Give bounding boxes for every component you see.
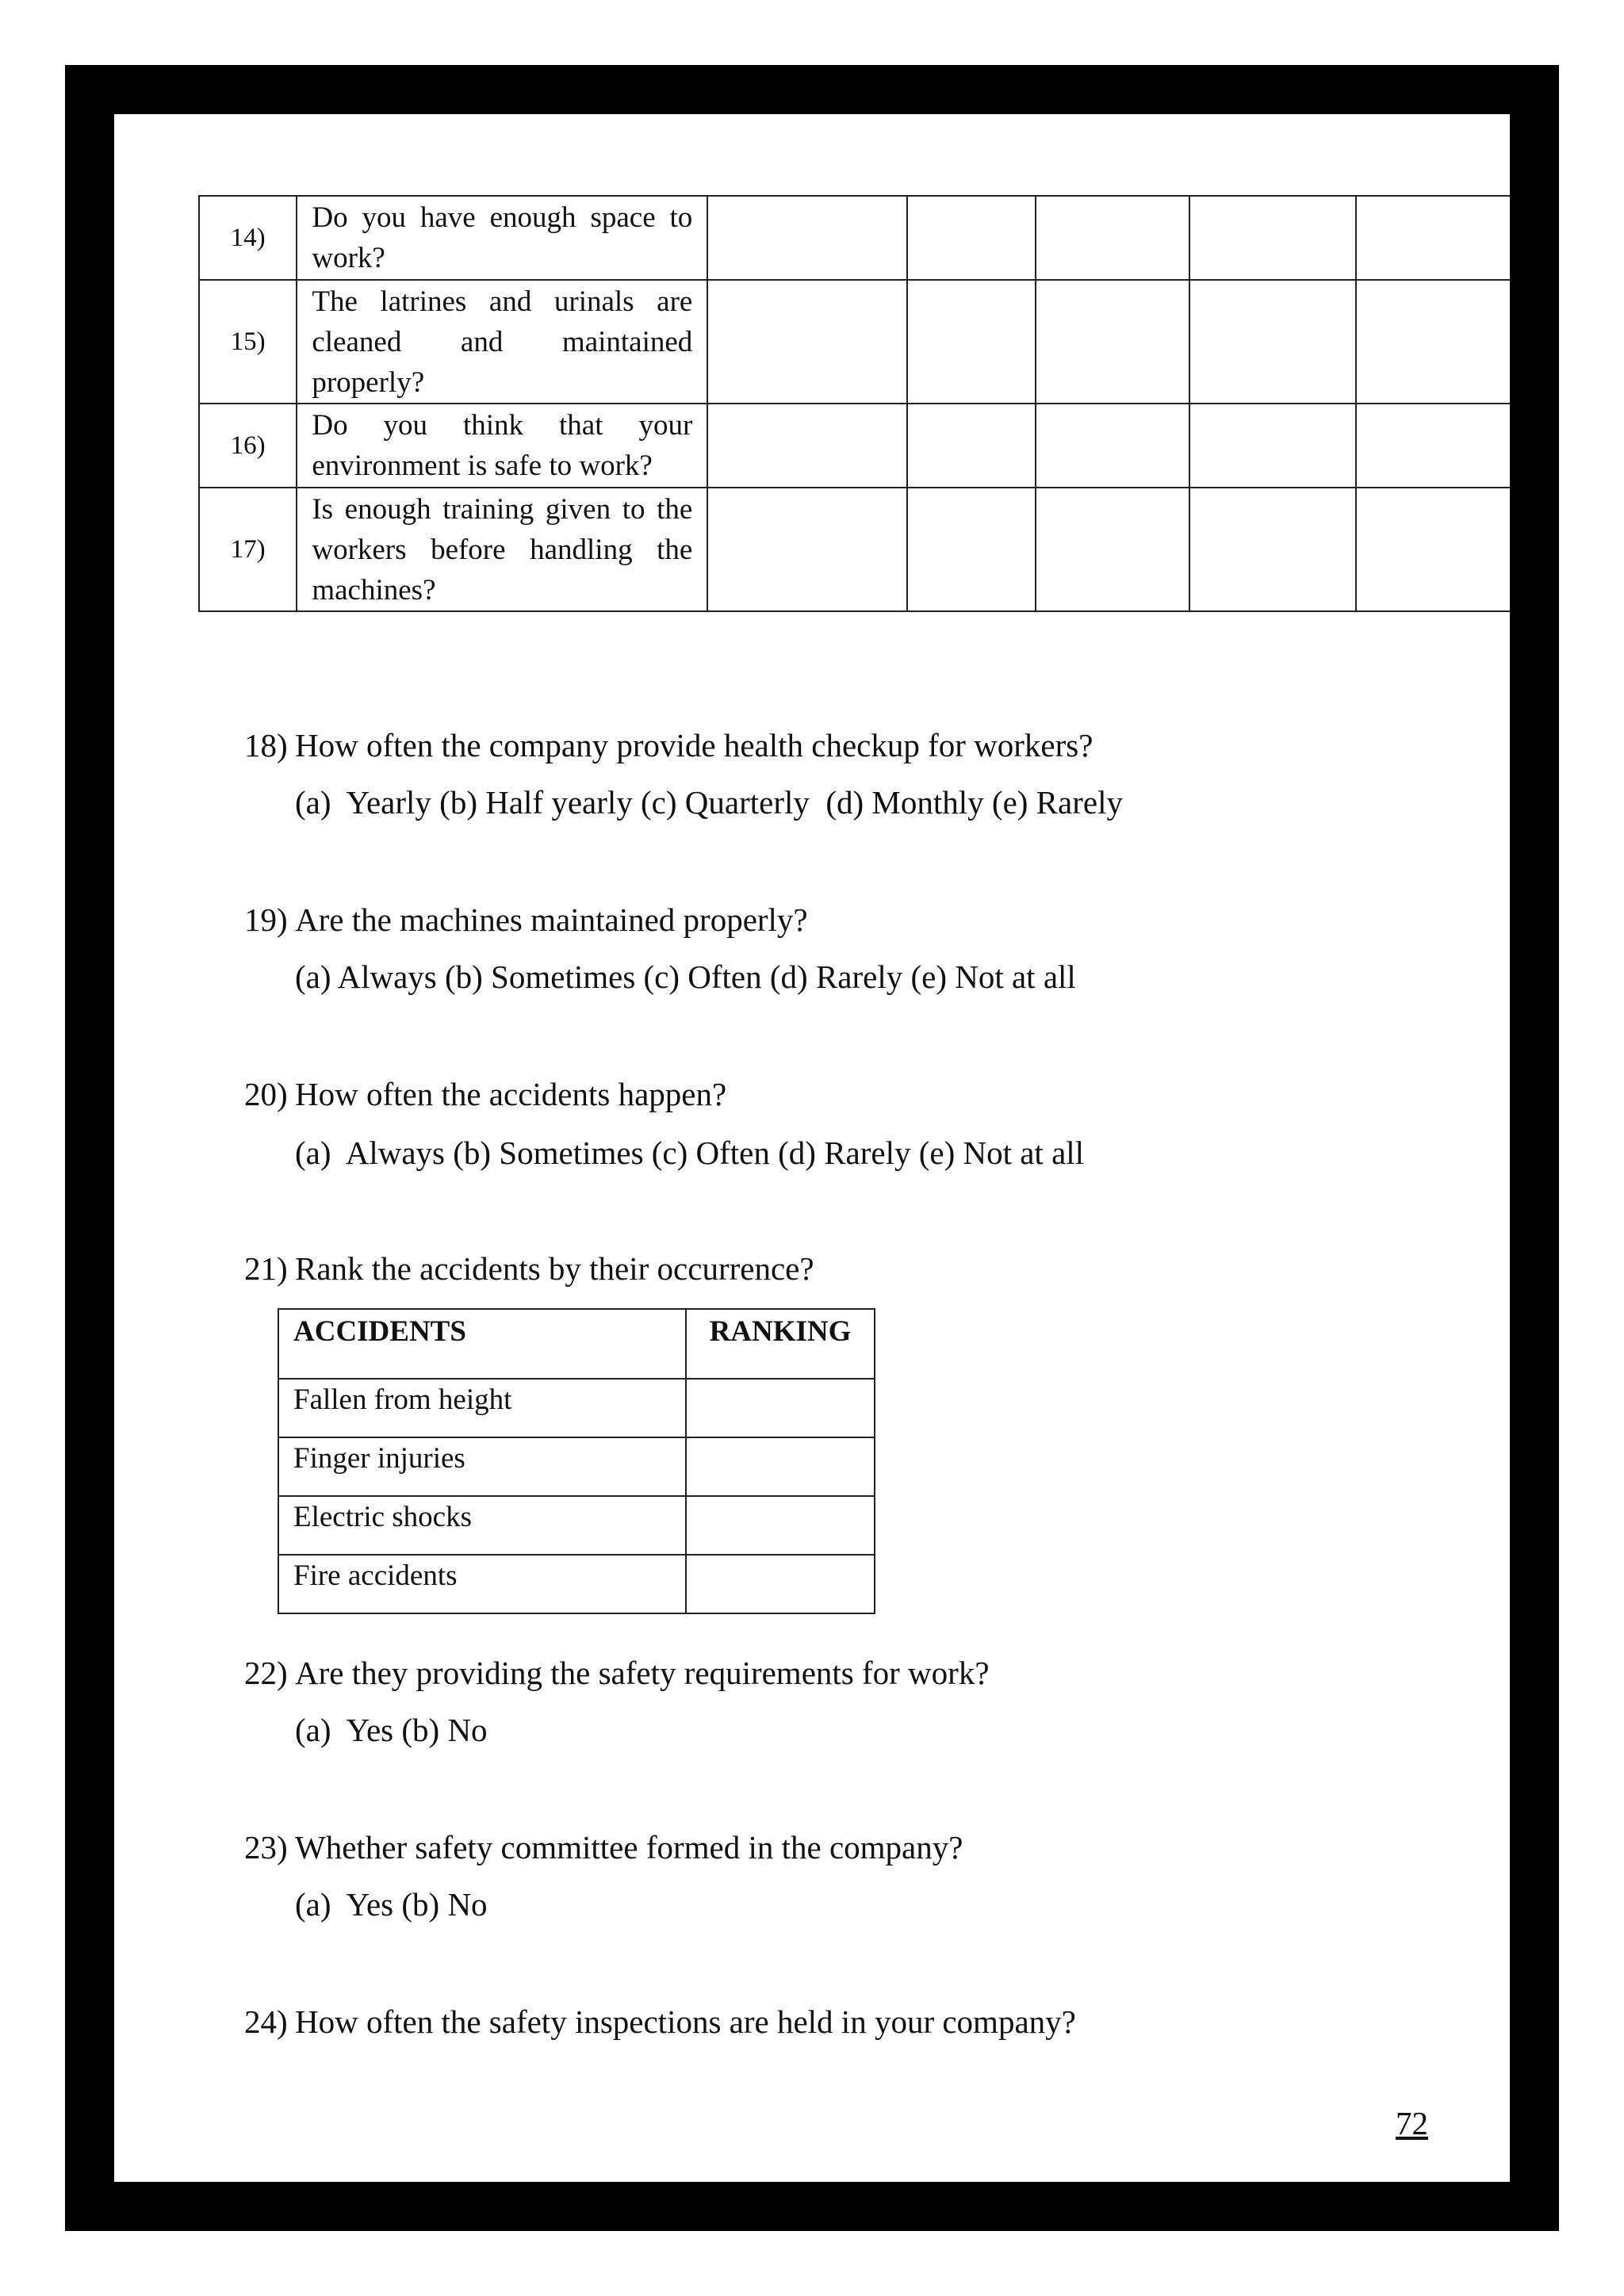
ranking-cell[interactable]	[686, 1496, 875, 1555]
header-ranking: RANKING	[686, 1309, 875, 1379]
response-cell[interactable]	[1036, 196, 1189, 280]
question-number: 18)	[244, 727, 288, 763]
ranking-cell[interactable]	[686, 1379, 875, 1437]
row-question: The latrines and urinals are cleaned and maintained properly?	[297, 280, 707, 404]
accident-label: Electric shocks	[278, 1496, 686, 1555]
response-cell[interactable]	[1189, 488, 1356, 611]
question-18-options: (a) Yearly (b) Half yearly (c) Quarterly (d) Monthly (e) Rarely	[295, 784, 1123, 821]
response-cell[interactable]	[907, 280, 1036, 404]
row-question: Is enough training given to the workers before handling the machines?	[297, 488, 707, 611]
response-cell[interactable]	[907, 404, 1036, 488]
response-cell[interactable]	[1356, 404, 1510, 488]
question-number: 23)	[244, 1829, 288, 1866]
ranking-cell[interactable]	[686, 1555, 875, 1613]
row-number: 14)	[199, 196, 297, 280]
row-question: Do you have enough space to work?	[297, 196, 707, 280]
question-number: 21)	[244, 1250, 288, 1287]
header-accidents: ACCIDENTS	[278, 1309, 686, 1379]
question-text: Are the machines maintained properly?	[295, 901, 808, 938]
response-cell[interactable]	[707, 488, 906, 611]
accident-label: Fallen from height	[278, 1379, 686, 1437]
table-header-row	[278, 1309, 875, 1379]
question-text: How often the company provide health checkup for workers?	[295, 727, 1094, 763]
ranking-cell[interactable]	[686, 1437, 875, 1496]
question-23-options: (a) Yes (b) No	[295, 1886, 488, 1923]
question-text: Rank the accidents by their occurrence?	[295, 1250, 814, 1287]
page	[114, 114, 1510, 2182]
question-19	[244, 899, 808, 940]
question-19-options: (a) Always (b) Sometimes (c) Often (d) Rarely (e) Not at all	[295, 959, 1076, 995]
question-24	[244, 2001, 1076, 2042]
table-row	[199, 488, 1510, 611]
likert-table	[198, 195, 1510, 612]
question-text: How often the accidents happen?	[295, 1076, 727, 1112]
table-row	[199, 280, 1510, 404]
accident-label: Finger injuries	[278, 1437, 686, 1496]
table-row	[199, 404, 1510, 488]
table-row	[278, 1555, 875, 1613]
page-border	[65, 65, 1559, 2231]
row-number: 15)	[199, 280, 297, 404]
table-row	[278, 1496, 875, 1555]
accident-label: Fire accidents	[278, 1555, 686, 1613]
question-number: 22)	[244, 1655, 288, 1691]
response-cell[interactable]	[1356, 280, 1510, 404]
response-cell[interactable]	[907, 196, 1036, 280]
table-row	[278, 1379, 875, 1437]
row-number: 17)	[199, 488, 297, 611]
response-cell[interactable]	[1189, 196, 1356, 280]
question-22-options: (a) Yes (b) No	[295, 1712, 488, 1748]
response-cell[interactable]	[1356, 488, 1510, 611]
question-20-options: (a) Always (b) Sometimes (c) Often (d) Rarely (e) Not at all	[295, 1135, 1085, 1171]
response-cell[interactable]	[707, 280, 906, 404]
response-cell[interactable]	[1036, 280, 1189, 404]
question-text: How often the safety inspections are held in your company?	[295, 2003, 1076, 2040]
response-cell[interactable]	[1189, 280, 1356, 404]
response-cell[interactable]	[1036, 404, 1189, 488]
response-cell[interactable]	[707, 404, 906, 488]
question-18	[244, 725, 1093, 766]
response-cell[interactable]	[1036, 488, 1189, 611]
question-23	[244, 1827, 963, 1868]
question-text: Are they providing the safety requirements for work?	[295, 1655, 990, 1691]
question-22	[244, 1652, 990, 1693]
response-cell[interactable]	[1356, 196, 1510, 280]
row-number: 16)	[199, 404, 297, 488]
table-row	[199, 196, 1510, 280]
question-text: Whether safety committee formed in the company?	[295, 1829, 963, 1866]
page-number: 72	[1396, 2105, 1428, 2141]
response-cell[interactable]	[907, 488, 1036, 611]
accident-ranking-table	[278, 1308, 875, 1614]
question-number: 20)	[244, 1076, 288, 1112]
question-number: 24)	[244, 2003, 288, 2040]
table-row	[278, 1437, 875, 1496]
response-cell[interactable]	[707, 196, 906, 280]
question-number: 19)	[244, 901, 288, 938]
row-question: Do you think that your environment is safe to work?	[297, 404, 707, 488]
question-21	[244, 1248, 814, 1289]
question-20	[244, 1073, 726, 1115]
response-cell[interactable]	[1189, 404, 1356, 488]
